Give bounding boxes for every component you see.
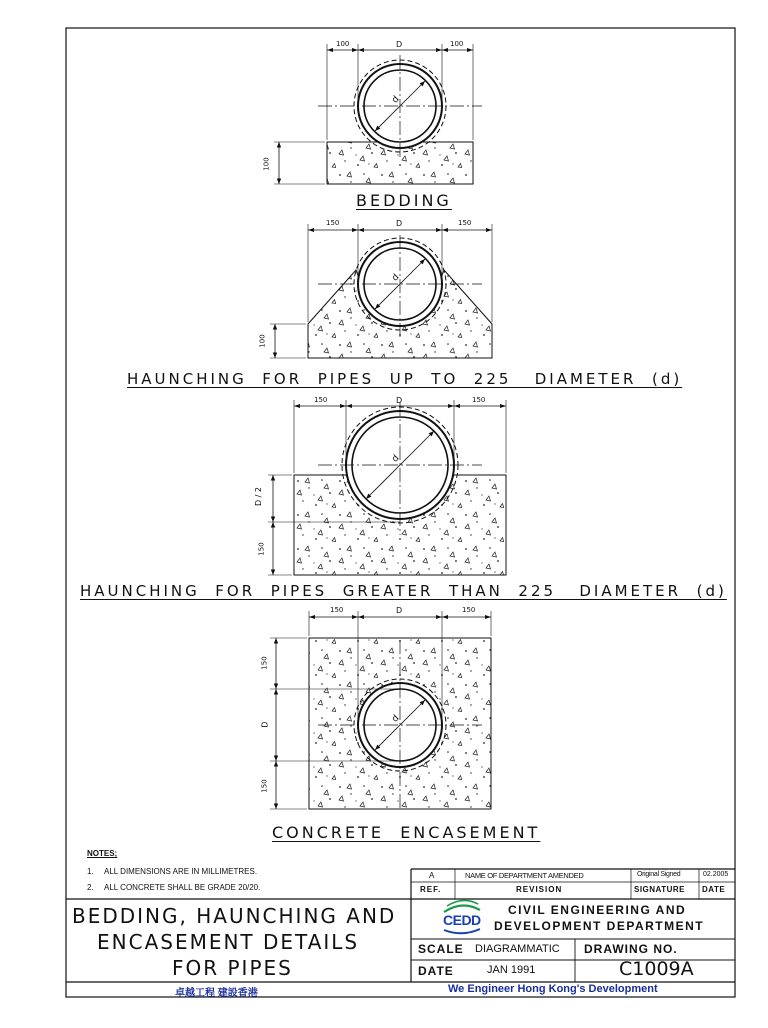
date-label: DATE (418, 964, 454, 978)
haunch-large-heading: HAUNCHING FOR PIPES GREATER THAN 225 DIAMETER (d) (80, 582, 727, 600)
scale-label: SCALE (418, 942, 464, 956)
encasement-dim-mid: D (396, 606, 403, 615)
english-motto: We Engineer Hong Kong's Development (448, 983, 658, 995)
bedding-dim-diameter: d (390, 94, 402, 106)
note-1-number: 1. (87, 867, 94, 876)
encasement-dim-top: 150 (260, 656, 269, 670)
encasement-view (270, 611, 491, 809)
bedding-view (274, 44, 482, 184)
haunch-small-dim-height: 100 (258, 334, 267, 348)
encasement-dim-middle: D (260, 721, 270, 728)
haunch-large-dim-diameter: d (390, 453, 402, 465)
date-value: JAN 1991 (487, 964, 536, 976)
drawing-no-label: DRAWING NO. (584, 942, 678, 956)
encasement-dim-diameter: d (390, 713, 402, 725)
encasement-heading: CONCRETE ENCASEMENT (272, 823, 541, 842)
revision-ref: A (429, 871, 435, 880)
revision-signature: Original Signed (637, 871, 681, 878)
encasement-dim-bottom: 150 (260, 779, 269, 793)
haunch-small-dim-mid: D (396, 219, 403, 228)
haunch-small-view (270, 224, 492, 358)
cedd-logo-text: CEDD (443, 912, 481, 928)
haunch-large-dim-upper: D / 2 (254, 486, 264, 507)
revision-header-revision: REVISION (516, 885, 563, 894)
encasement-dim-left: 150 (330, 606, 344, 614)
scale-value: DIAGRAMMATIC (475, 943, 560, 955)
revision-description: NAME OF DEPARTMENT AMENDED (465, 871, 584, 880)
note-2-number: 2. (87, 883, 94, 892)
encasement-dim-right: 150 (462, 606, 476, 614)
revision-header-ref: REF. (420, 885, 442, 894)
department-line-2: DEVELOPMENT DEPARTMENT (494, 919, 705, 933)
haunch-large-dim-mid: D (396, 396, 403, 405)
drawing-title-line-3: FOR PIPES (172, 956, 293, 980)
department-line-1: CIVIL ENGINEERING AND (508, 903, 687, 917)
revision-header-signature: SIGNATURE (634, 885, 686, 894)
haunch-small-dim-left: 150 (326, 219, 340, 227)
haunch-large-dim-left: 150 (314, 396, 328, 404)
bedding-dim-height: 100 (262, 157, 271, 171)
revision-header-date: DATE (702, 885, 726, 894)
bedding-dim-mid: D (396, 40, 403, 49)
haunch-small-heading: HAUNCHING FOR PIPES UP TO 225 DIAMETER (d) (127, 370, 683, 388)
drawing-number: C1009A (619, 958, 694, 980)
notes-title: NOTES; (87, 849, 118, 858)
haunch-small-dim-diameter: d (390, 272, 402, 284)
chinese-motto: 卓越工程 建設香港 (175, 988, 258, 999)
bedding-dim-left: 100 (336, 40, 350, 48)
note-2-text: ALL CONCRETE SHALL BE GRADE 20/20. (104, 883, 261, 892)
revision-date: 02.2005 (703, 871, 729, 878)
drawing-title-line-2: ENCASEMENT DETAILS (97, 930, 360, 954)
drawing-title-line-1: BEDDING, HAUNCHING AND (72, 904, 397, 928)
haunch-large-view (268, 400, 506, 575)
bedding-dim-right: 100 (450, 40, 464, 48)
haunch-large-dim-lower: 150 (257, 542, 266, 556)
haunch-large-dim-right: 150 (472, 396, 486, 404)
haunch-small-dim-right: 150 (458, 219, 472, 227)
note-1-text: ALL DIMENSIONS ARE IN MILLIMETRES. (104, 867, 258, 876)
bedding-heading: BEDDING (356, 191, 452, 210)
